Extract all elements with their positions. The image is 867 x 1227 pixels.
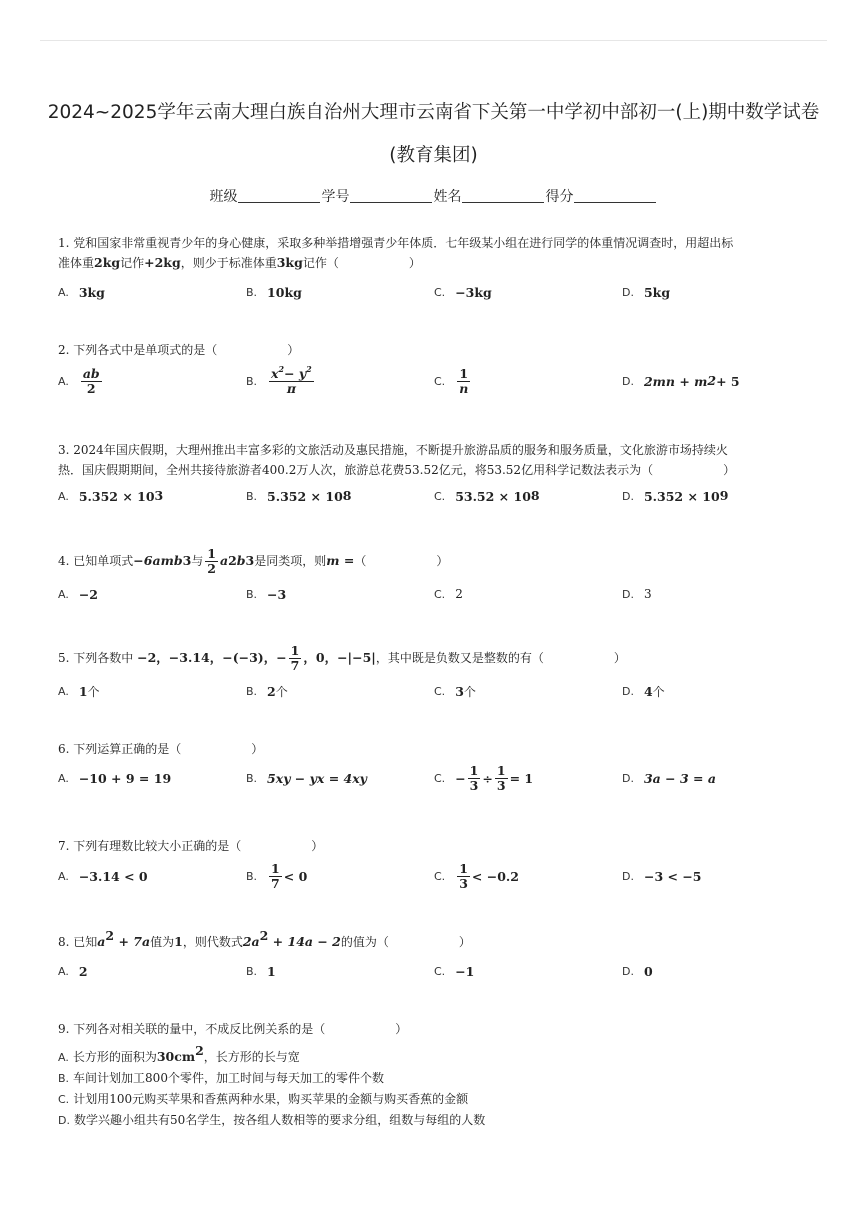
fraction: $\frac{1}{n}$ xyxy=(459,365,469,396)
score-blank[interactable] xyxy=(574,188,656,203)
class-label: 班级 xyxy=(209,189,238,205)
question-1: 1. 党和国家非常重视青少年的身心健康，采取多种举措增强青少年体质．七年级某小组在进行同学的体重情况调查时，用超出标 准体重2kg记作+2kg，则少于标准体重3kg记作（ ） xyxy=(58,233,818,273)
name-label: 姓名 xyxy=(433,189,462,205)
fraction: $\frac{1}{7}$ xyxy=(290,642,300,673)
option-d[interactable]: D. 4 个 xyxy=(622,683,665,699)
question-7-options xyxy=(58,858,818,894)
option-c[interactable]: C. 53.52 × 10 8 xyxy=(434,488,540,504)
option-a[interactable]: A. 2 xyxy=(58,963,88,979)
question-4: 4. 已知单项式 −6a m b 3 与 $\frac{1}{2}$ a 2 b 3 是同类项，则 m = （ ） xyxy=(58,545,449,576)
option-d[interactable]: D. 数学兴趣小组共有50名学生，按各组人数相等的要求分组，组数与每组的人数 xyxy=(58,1113,486,1127)
question-8-options xyxy=(58,956,818,986)
option-a[interactable]: A. −10 + 9 = 19 xyxy=(58,770,172,786)
option-b[interactable]: B. $\frac{x^2- y^2}{\pi}$ xyxy=(246,363,312,396)
option-c[interactable]: C. 计划用100元购买苹果和香蕉两种水果，购买苹果的金额与购买香蕉的金额 xyxy=(58,1092,469,1106)
option-c[interactable]: C. 3 个 xyxy=(434,683,476,699)
question-3: 3. 2024年国庆假期，大理州推出丰富多彩的文旅活动及惠民措施，不断提升旅游品质的服务和服务质量，文化旅游市场持续火 热．国庆假期期间，全州共接待旅游者400.2万人次，旅游总花费53.52亿元，将53.52亿用科学记数法表示为（ ） xyxy=(58,443,736,477)
option-d[interactable]: D. 3a − 3 = a xyxy=(622,770,716,786)
option-b[interactable]: B. 1 xyxy=(246,963,276,979)
question-5-options xyxy=(58,676,818,706)
option-d[interactable]: D. 0 xyxy=(622,963,653,979)
option-b[interactable]: B. −3 xyxy=(246,586,287,602)
option-a[interactable]: A. 3kg xyxy=(58,284,105,300)
option-c[interactable]: C. 2 xyxy=(434,587,463,601)
fraction: $\frac{1}{3}$ xyxy=(459,860,468,891)
option-a[interactable]: A. −2 xyxy=(58,586,98,602)
question-1-options xyxy=(58,277,818,307)
question-9-options xyxy=(58,1043,818,1131)
option-d[interactable]: D. 3 xyxy=(622,587,652,601)
option-d[interactable]: D. 5kg xyxy=(622,284,671,300)
fraction: $\frac{1}{3}$ xyxy=(496,762,506,793)
exam-subtitle: (教育集团) xyxy=(389,145,478,166)
question-8: 8. 已知$a^2 + 7a$值为1，则代数式$2a^2 + 14a - 2$的值为（ ） xyxy=(58,928,471,949)
option-c[interactable]: C. −3kg xyxy=(434,284,492,300)
fraction: $\frac{1}{7}$ xyxy=(271,860,280,891)
class-blank[interactable] xyxy=(238,188,320,203)
option-c[interactable]: C. − $\frac{1}{3}$ ÷ $\frac{1}{3}$ = 1 xyxy=(434,762,534,793)
top-divider xyxy=(40,40,827,41)
student-info-bar xyxy=(0,186,867,206)
option-d[interactable]: D. 5.352 × 10 9 xyxy=(622,488,729,504)
score-label: 得分 xyxy=(545,189,574,205)
option-a[interactable]: A. −3.14 < 0 xyxy=(58,868,148,884)
option-b[interactable]: B. $\frac{1}{7}$ < 0 xyxy=(246,860,308,891)
option-b[interactable]: B. 10kg xyxy=(246,284,302,300)
fraction: $\frac{1}{2}$ xyxy=(207,545,216,576)
question-2-options xyxy=(58,363,818,399)
option-a[interactable]: A. 5.352 × 10 3 xyxy=(58,488,164,504)
number-blank[interactable] xyxy=(350,188,432,203)
option-c[interactable]: C. $\frac{1}{3}$ < −0.2 xyxy=(434,860,519,891)
option-a[interactable]: A. $\frac{ab}{2}$ xyxy=(58,365,100,396)
exam-title: 2024~2025学年云南大理白族自治州大理市云南省下关第一中学初中部初一(上)期中数学试卷 xyxy=(47,102,820,123)
name-blank[interactable] xyxy=(462,188,544,203)
question-6-options xyxy=(58,760,818,796)
fraction: $\frac{x^2- y^2}{\pi}$ xyxy=(271,363,312,396)
question-4-options xyxy=(58,579,818,609)
fraction: $\frac{1}{3}$ xyxy=(469,762,479,793)
option-b[interactable]: B. 5xy − yx = 4xy xyxy=(246,770,367,786)
option-b[interactable]: B. 车间计划加工800个零件，加工时间与每天加工的零件个数 xyxy=(58,1071,384,1085)
option-d[interactable]: D. −3 < −5 xyxy=(622,868,702,884)
option-a[interactable]: A. 长方形的面积为$30cm^2$，长方形的长与宽 xyxy=(58,1043,300,1064)
question-6: 6. 下列运算正确的是（ ） xyxy=(58,742,264,756)
option-b[interactable]: B. 5.352 × 10 8 xyxy=(246,488,352,504)
question-5: 5. 下列各数中 −2，−3.14，−(−3)，− $\frac{1}{7}$ ，0，−|−5| ，其中既是负数又是整数的有（ ） xyxy=(58,642,626,673)
option-c[interactable]: C. $\frac{1}{n}$ xyxy=(434,365,469,396)
question-2: 2. 下列各式中是单项式的是（ ） xyxy=(58,343,300,357)
question-3-options xyxy=(58,481,818,511)
option-a[interactable]: A. 1 个 xyxy=(58,683,100,699)
question-9: 9. 下列各对相关联的量中，不成反比例关系的是（ ） xyxy=(58,1022,408,1036)
question-stem: 1. 党和国家非常重视青少年的身心健康，采取多种举措增强青少年体质．七年级某小组在进行同学的体重情况调查时，用超出标 xyxy=(58,236,734,250)
question-7: 7. 下列有理数比较大小正确的是（ ） xyxy=(58,839,324,853)
option-c[interactable]: C. −1 xyxy=(434,963,475,979)
fraction: $\frac{ab}{2}$ xyxy=(82,365,100,396)
option-b[interactable]: B. 2 个 xyxy=(246,683,288,699)
option-d[interactable]: D. 2mn + m 2 + 5 xyxy=(622,373,740,389)
number-label: 学号 xyxy=(321,189,350,205)
